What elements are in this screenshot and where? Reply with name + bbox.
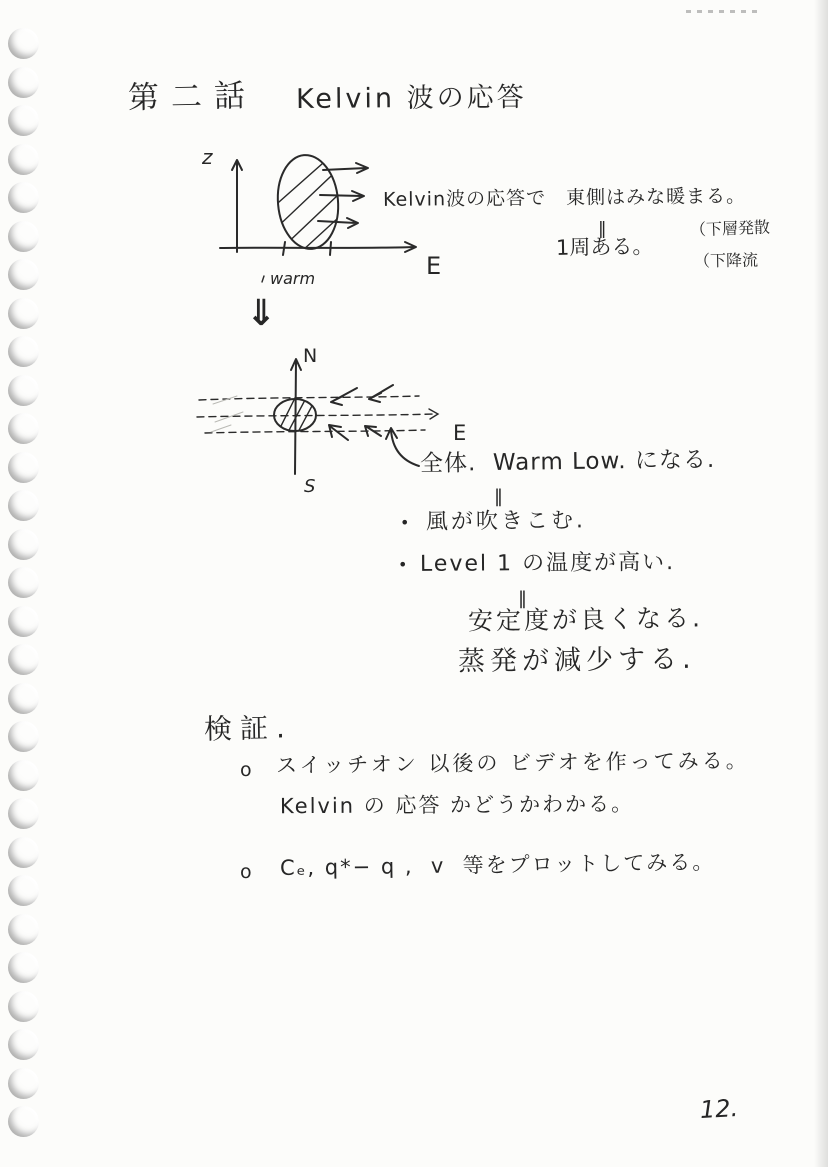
binder-hole <box>8 28 39 59</box>
plot-variables-note: Cₑ, q*− q , v 等をプロットしてみる。 <box>279 849 716 881</box>
binder-hole <box>8 644 39 675</box>
stability-improves-note: 安定度が良くなる. <box>467 603 704 636</box>
bullet-dot-1: • <box>400 513 410 532</box>
binder-hole <box>8 529 39 560</box>
faint-hatch-marks <box>211 396 243 432</box>
wind-blows-in-note: 風が吹きこむ. <box>425 508 587 535</box>
caption-pointer-arrow <box>386 428 419 466</box>
binder-hole <box>8 67 39 98</box>
binder-hole <box>8 105 39 136</box>
switch-on-video-note: スイッチオン 以後の ビデオを作ってみる。 <box>275 748 750 778</box>
binder-hole <box>8 221 39 252</box>
east-arrow-middle <box>320 191 364 201</box>
equivalence-mark-1: ‖ <box>598 219 607 239</box>
once-around-note: 1周ある。 <box>555 234 654 260</box>
verification-heading: 検証. <box>203 711 294 746</box>
e-axis-label-d2: E <box>453 421 467 445</box>
binder-hole <box>8 1029 39 1060</box>
n-axis-label: N <box>303 345 318 367</box>
warm-label: warm <box>270 269 316 288</box>
binder-hole <box>8 375 39 406</box>
warm-anomaly-ellipse <box>274 153 342 252</box>
e-axis-label-d1: E <box>426 252 442 280</box>
binder-hole <box>8 298 39 329</box>
kelvin-response-check-note: Kelvin の 応答 かどうかわかる。 <box>279 791 635 819</box>
binder-hole <box>8 837 39 868</box>
binder-hole <box>8 1106 39 1137</box>
wind-arrow-nw-2 <box>369 385 393 402</box>
kelvin-response-note: Kelvin波の応答で 東側はみな暖まる。 <box>382 185 747 211</box>
binder-hole <box>8 798 39 829</box>
equivalence-mark-3: ‖ <box>518 588 527 609</box>
binder-hole <box>8 683 39 714</box>
binder-hole <box>8 259 39 290</box>
page-number: 12. <box>699 1094 739 1124</box>
wind-arrow-sw-1 <box>329 425 348 440</box>
binder-hole <box>8 182 39 213</box>
binder-hole <box>8 452 39 483</box>
double-down-arrow: ⇓ <box>246 293 277 334</box>
east-arrow-bottom <box>318 218 358 228</box>
binder-hole <box>8 1068 39 1099</box>
evaporation-decreases-note: 蒸発が減少する. <box>457 643 696 678</box>
diagram-ze-warm-anomaly <box>190 140 470 295</box>
binder-hole <box>8 721 39 752</box>
binder-hole <box>8 144 39 175</box>
binder-hole <box>8 991 39 1022</box>
scan-artifact-dashes <box>686 10 758 13</box>
paren-note-divergence: （下層発散 <box>689 217 771 240</box>
binder-hole <box>8 952 39 983</box>
warm-caret <box>262 276 264 282</box>
binder-hole <box>8 875 39 906</box>
diagram-plan-view-warm-low <box>185 342 485 517</box>
page-title-main: Kelvin 波の応答 <box>295 81 527 116</box>
page-edge-shadow <box>814 0 828 1167</box>
binder-hole <box>8 336 39 367</box>
bullet-dot-2: • <box>398 555 408 574</box>
binder-hole <box>8 760 39 791</box>
binder-hole <box>8 413 39 444</box>
equivalence-mark-2: ‖ <box>494 486 503 507</box>
binder-hole <box>8 606 39 637</box>
binder-hole <box>8 914 39 945</box>
verification-marker-1: o <box>240 759 252 781</box>
level1-temperature-note: Level 1 の温度が高い. <box>419 550 676 577</box>
paren-note-downdraft: （下降流 <box>693 250 759 271</box>
verification-marker-2: o <box>240 861 252 883</box>
binder-hole <box>8 567 39 598</box>
warm-low-caption: 全体. Warm Low. になる. <box>419 446 716 478</box>
z-axis-label: z <box>202 145 213 169</box>
binder-hole <box>8 490 39 521</box>
wind-arrow-nw-1 <box>331 388 357 405</box>
page-title-chapter: 第二話 <box>127 77 258 117</box>
s-axis-label: S <box>304 476 316 497</box>
